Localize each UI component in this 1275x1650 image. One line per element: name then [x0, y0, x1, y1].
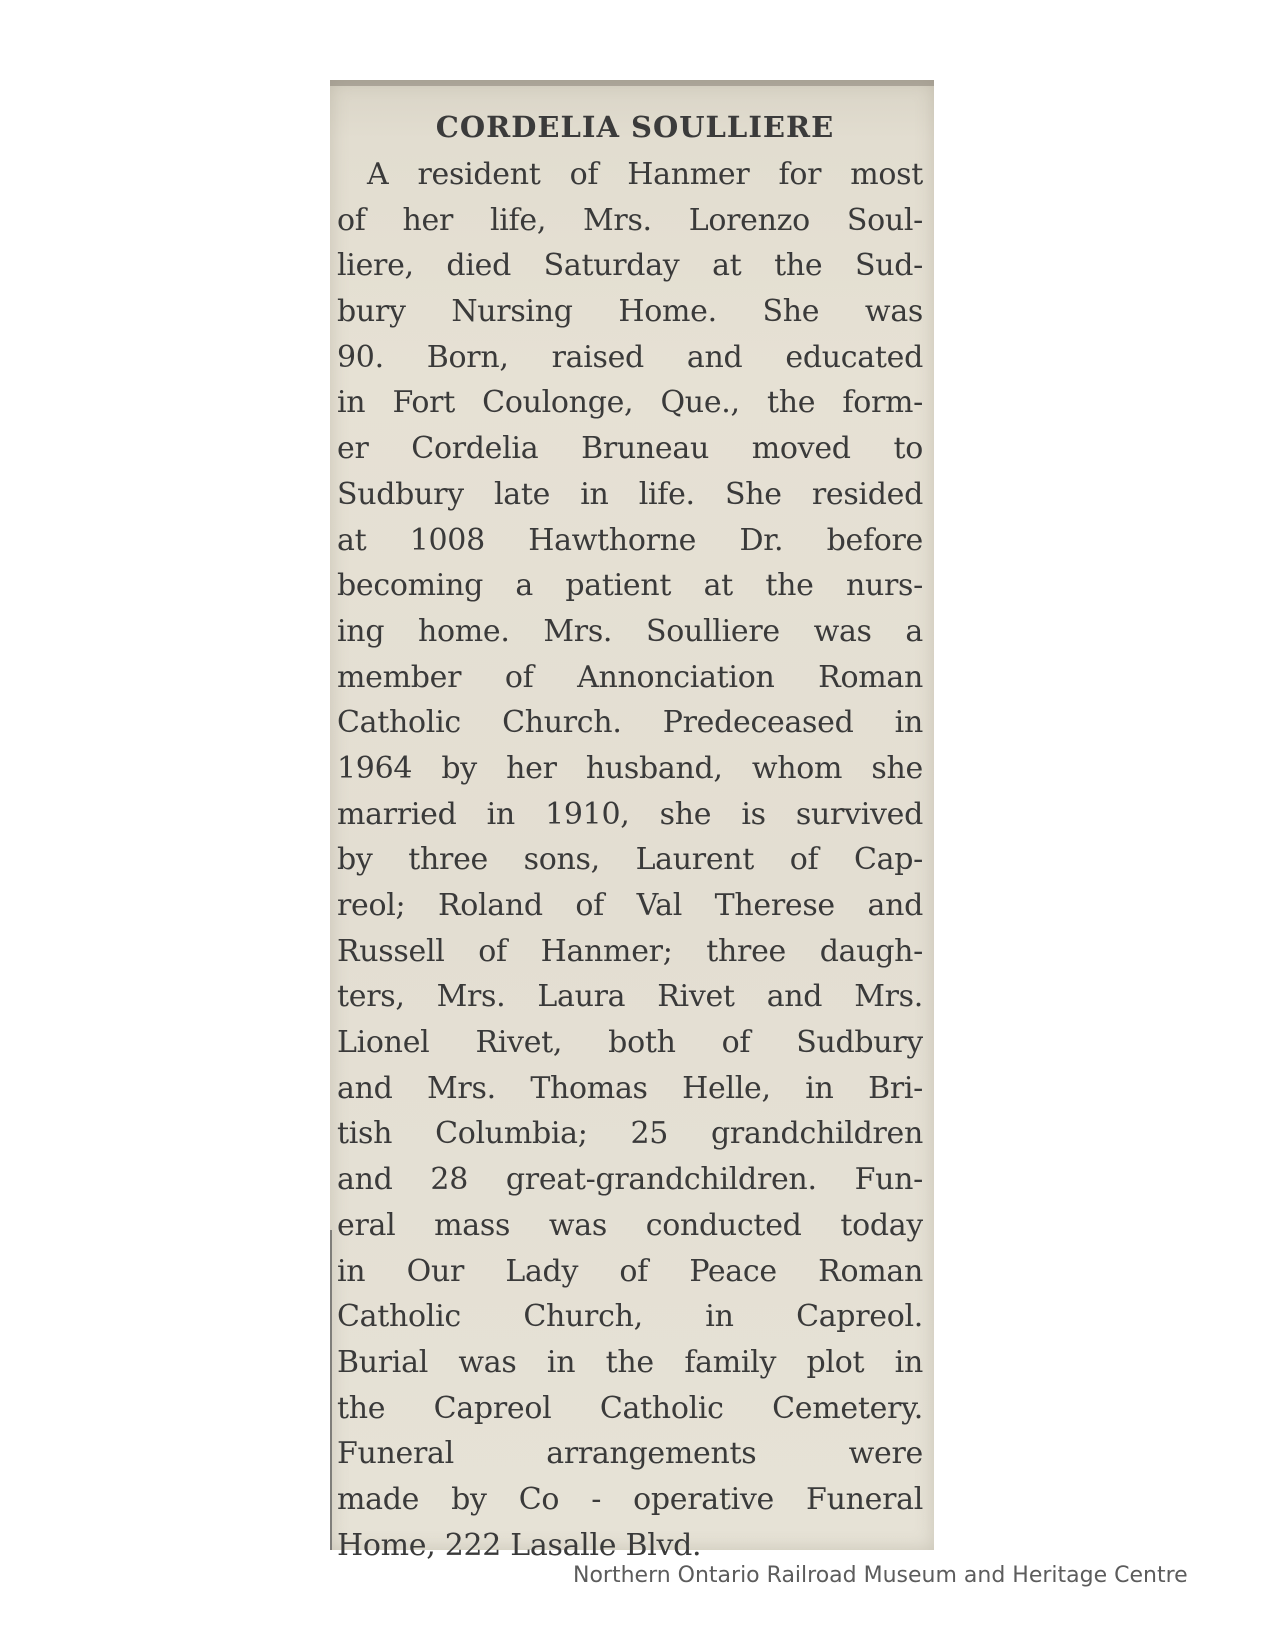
obituary-line: 90. Born, raised and educated: [337, 339, 923, 375]
obituary-line: in Fort Coulonge, Que., the form-: [337, 385, 923, 421]
obituary-line: er Cordelia Bruneau moved to: [337, 431, 923, 467]
obituary-line: Sudbury late in life. She resided: [337, 476, 923, 512]
newspaper-clipping: [330, 80, 934, 1563]
obituary-line: tish Columbia; 25 grandchildren: [337, 1116, 923, 1152]
obituary-line: ing home. Mrs. Soulliere was a: [337, 613, 923, 649]
obituary-line: Funeral arrangements were: [337, 1436, 923, 1472]
obituary-line: of her life, Mrs. Lorenzo Soul-: [337, 202, 923, 238]
obituary-line: Catholic Church, in Capreol.: [337, 1299, 923, 1335]
obituary-line: liere, died Saturday at the Sud-: [337, 248, 923, 284]
obituary-line: married in 1910, she is survived: [337, 796, 923, 832]
obituary-line: ters, Mrs. Laura Rivet and Mrs.: [337, 979, 923, 1015]
obituary-line: becoming a patient at the nurs-: [337, 568, 923, 604]
obituary-line: at 1008 Hawthorne Dr. before: [337, 522, 923, 558]
obituary-line: the Capreol Catholic Cemetery.: [337, 1390, 923, 1426]
obituary-line: and Mrs. Thomas Helle, in Bri-: [337, 1070, 923, 1106]
obituary-line: Home, 222 Lasalle Blvd.: [337, 1527, 702, 1563]
obituary-line: made by Co - operative Funeral: [337, 1481, 923, 1517]
obituary-line: member of Annonciation Roman: [337, 659, 923, 695]
obituary-line: reol; Roland of Val Therese and: [337, 888, 923, 923]
museum-credit: Northern Ontario Railroad Museum and Heritage Centre: [573, 1563, 1188, 1588]
obituary-line: Catholic Church. Predeceased in: [337, 705, 923, 741]
obituary-line: bury Nursing Home. She was: [337, 294, 923, 330]
obituary-line: Burial was in the family plot in: [337, 1344, 923, 1380]
obituary-headline: CORDELIA SOULLIERE: [435, 110, 835, 144]
obituary-line: A resident of Hanmer for most: [367, 157, 923, 192]
obituary-line: Russell of Hanmer; three daugh-: [337, 933, 923, 969]
obituary-body: [337, 152, 923, 1568]
obituary-line: and 28 great-grandchildren. Fun-: [337, 1162, 923, 1198]
obituary-line: eral mass was conducted today: [337, 1207, 923, 1243]
obituary-line: by three sons, Laurent of Cap-: [337, 842, 923, 878]
obituary-line: 1964 by her husband, whom she: [337, 750, 923, 786]
obituary-line: Lionel Rivet, both of Sudbury: [337, 1025, 923, 1061]
obituary-line: in Our Lady of Peace Roman: [337, 1253, 923, 1289]
